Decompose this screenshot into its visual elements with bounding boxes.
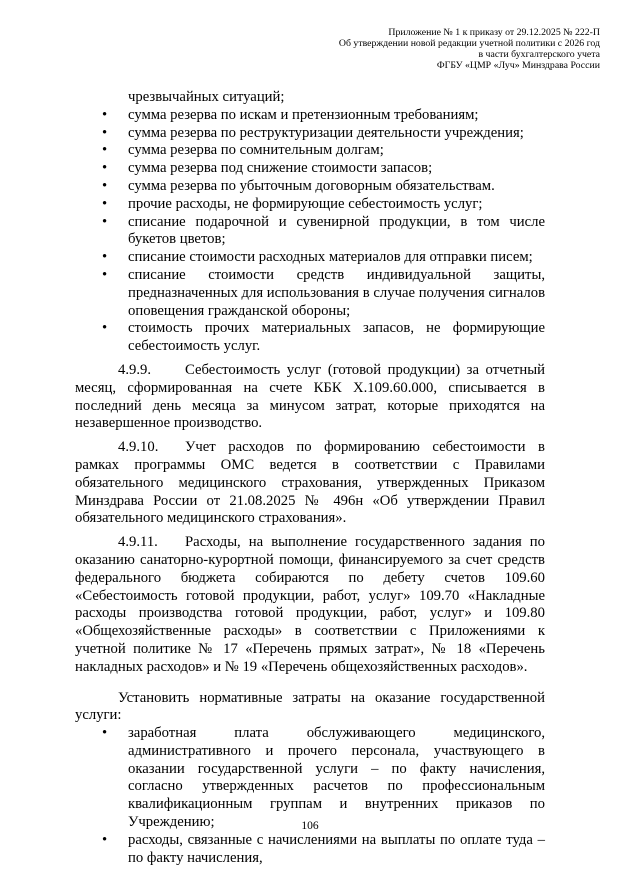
bullet-icon: • <box>102 213 108 230</box>
list-item <box>75 249 545 267</box>
list-item-text: сумма резерва по убыточным договорным обязательствам. <box>128 177 495 194</box>
document-header <box>120 27 600 71</box>
list-item-text: расходы, связанные с начислениями на выплаты по оплате туда – по факту начисления, <box>128 831 545 866</box>
document-body <box>75 89 545 867</box>
bullet-icon: • <box>102 160 108 177</box>
list-item <box>75 107 545 125</box>
bullet-icon: • <box>102 195 108 212</box>
header-line-appendix: Приложение № 1 к приказу от 29.12.2025 № 222-П <box>388 27 600 38</box>
reserve-expenses-bullet-list <box>75 107 545 356</box>
list-item-text: сумма резерва по реструктуризации деятельности учреждения; <box>128 124 524 141</box>
bullet-icon: • <box>102 320 108 337</box>
list-item-text: заработная плата обслуживающего медицинского, административного и прочего персонала, участвующего в оказании государственной услуги – по факту начисления, согласно утвержденных расчетов по профессиональным квалификационным группам и внутренних приказов по Учреждению; <box>128 725 545 831</box>
list-item <box>75 832 545 868</box>
bullet-icon: • <box>102 725 108 742</box>
bullet-icon: • <box>102 142 108 159</box>
list-item <box>75 320 545 356</box>
bullet-icon: • <box>102 831 108 848</box>
paragraph-number: 4.9.9. <box>118 361 152 378</box>
header-line-organization: ФГБУ «ЦМР «Луч» Минздрава России <box>436 60 600 71</box>
list-item <box>75 142 545 160</box>
bullet-icon: • <box>102 266 108 283</box>
bullet-icon: • <box>102 177 108 194</box>
bullet-icon: • <box>102 124 108 141</box>
list-item <box>75 267 545 320</box>
list-item-text: сумма резерва под снижение стоимости запасов; <box>128 160 433 177</box>
paragraph-4-9-10 <box>75 439 545 528</box>
list-item <box>75 725 545 832</box>
paragraph-4-9-11 <box>75 534 545 676</box>
paragraph-number: 4.9.10. <box>118 439 159 456</box>
list-item <box>75 178 545 196</box>
list-item <box>75 160 545 178</box>
header-line-accounting: в части бухгалтерского учета <box>478 49 600 60</box>
list-item-text: сумма резерва по искам и претензионным требованиям; <box>128 106 479 123</box>
list-item-text: списание стоимости расходных материалов для отправки писем; <box>128 249 533 266</box>
list-item-text: стоимость прочих материальных запасов, не формирующие себестоимость услуг. <box>128 320 545 355</box>
paragraph-number: 4.9.11. <box>118 534 158 551</box>
paragraph-text: Учет расходов по формированию себестоимости в рамках программы ОМС ведется в соответствии с Правилами обязательного медицинского страхования, утвержденных Приказом Минздрава России от 21.08.2025 № 496н «Об утверждении Правил обязательного медицинского страхования». <box>75 439 545 527</box>
list-item-text: списание подарочной и сувенирной продукции, в том числе букетов цветов; <box>128 213 545 248</box>
list-item-text: сумма резерва по сомнительным долгам; <box>128 142 384 159</box>
normative-costs-bullet-list <box>75 725 545 867</box>
normative-costs-intro: Установить нормативные затраты на оказание государственной услуги: <box>75 689 545 724</box>
paragraph-text: Себестоимость услуг (готовой продукции) за отчетный месяц, сформированная на счете КБК Х.109.60.000, списывается в последний день месяца за минусом затрат, которые приходятся на незавершенное производство. <box>75 361 545 432</box>
list-item <box>75 125 545 143</box>
header-line-approval: Об утверждении новой редакции учетной политики с 2026 год <box>338 38 600 49</box>
paragraph-4-9-9 <box>75 362 545 433</box>
list-item-text: списание стоимости средств индивидуальной защиты, предназначенных для использования в случае получения сигналов оповещения гражданской обороны; <box>128 266 545 319</box>
bullet-icon: • <box>102 106 108 123</box>
continuation-line: чрезвычайных ситуаций; <box>128 89 285 105</box>
list-item <box>75 196 545 214</box>
page-number: 106 <box>301 820 319 832</box>
list-item <box>75 214 545 250</box>
list-item-text: прочие расходы, не формирующие себестоимость услуг; <box>128 195 483 212</box>
paragraph-text: Расходы, на выполнение государственного задания по оказанию санаторно-курортной помощи, финансируемого за счет средств федерального бюджета собираются по дебету счетов 109.60 «Себестоимость готовой продукции, работ, услуг» 109.70 «Накладные расходы производства готовой продукции, работ, услуг» и 109.80 «Общехозяйственные расходы» в соответствии с Приложениями к учетной политике № 17 «Перечень прямых затрат», № 18 «Перечень накладных расходов» и № 19 «Перечень общехозяйственных расходов». <box>75 534 545 675</box>
bullet-icon: • <box>102 249 108 266</box>
